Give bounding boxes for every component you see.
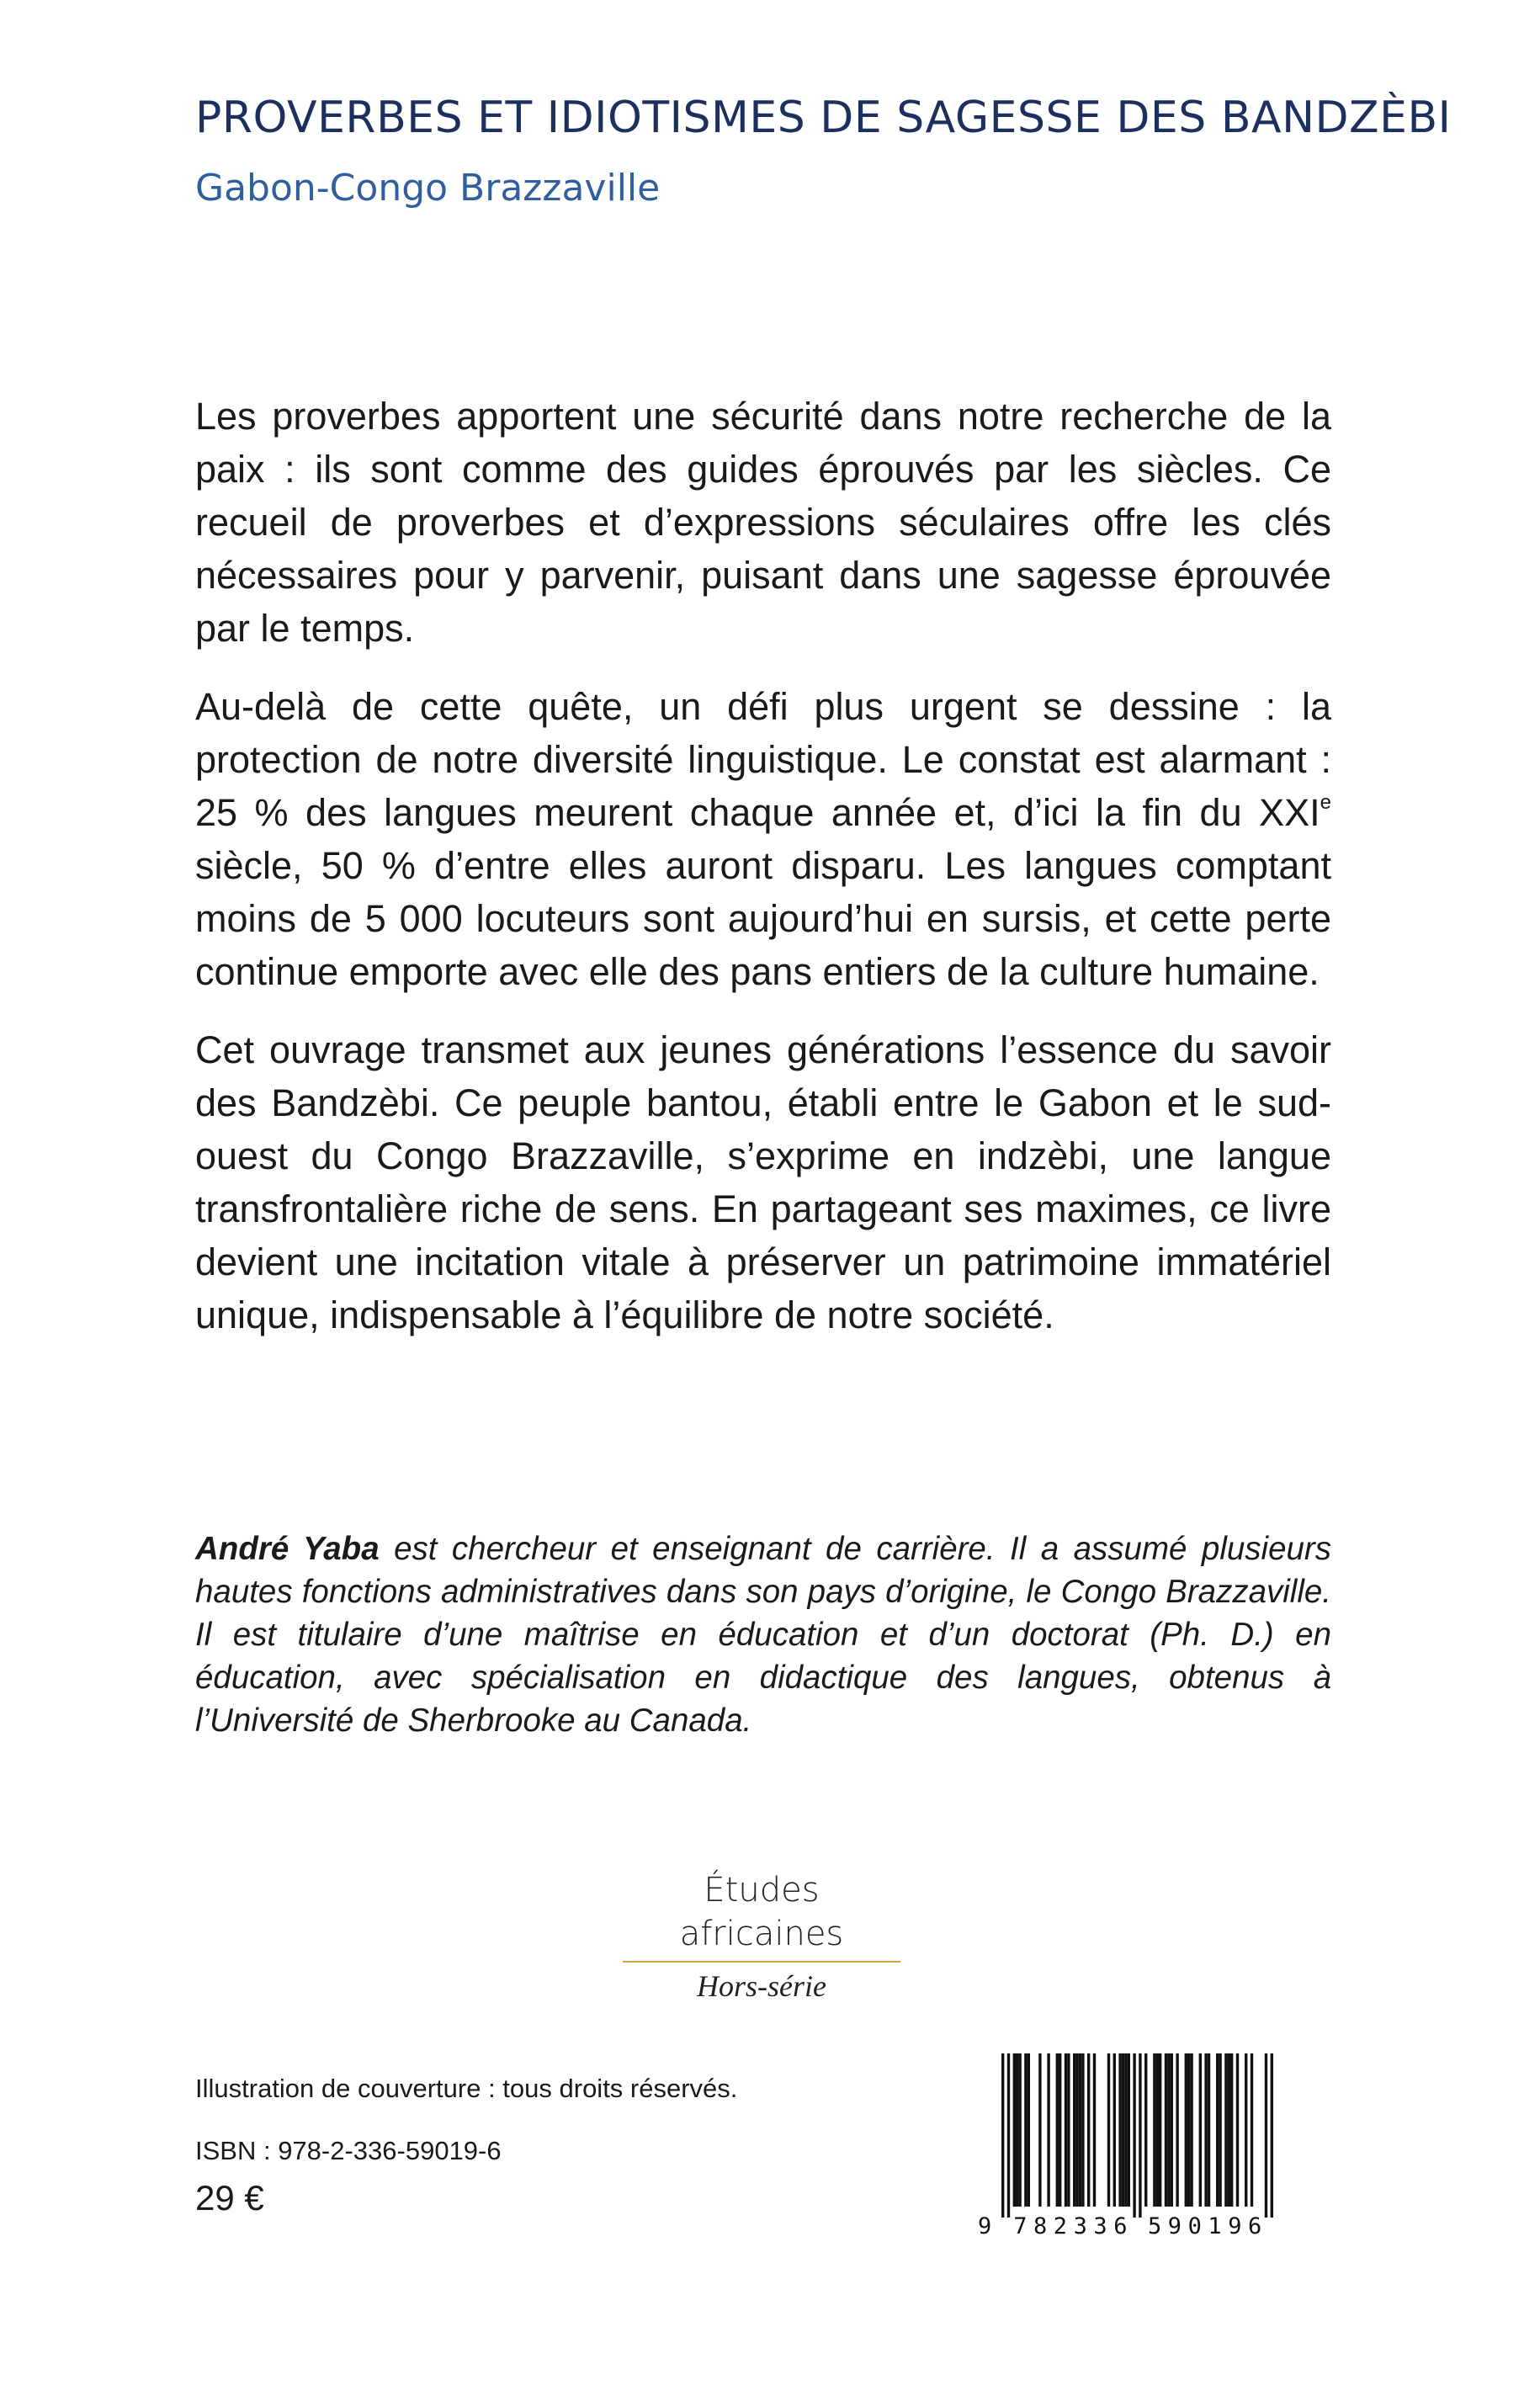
barcode-bar [1073, 2053, 1075, 2207]
barcode-bar [1236, 2053, 1239, 2207]
collection-series: Hors-série [697, 1969, 826, 2003]
barcode-digit: 0 [1187, 2213, 1202, 2239]
barcode-bar [1144, 2053, 1147, 2207]
barcode-bar [1245, 2053, 1247, 2207]
barcode-digit: 2 [1053, 2213, 1068, 2239]
barcode-bar [1228, 2053, 1230, 2207]
barcode-bar [1128, 2053, 1130, 2207]
barcode-digit: 6 [1248, 2213, 1262, 2239]
barcode-bar [1153, 2053, 1155, 2207]
barcode-bar [1216, 2053, 1219, 2207]
barcode-bar [1133, 2053, 1135, 2218]
barcode-bar [1190, 2053, 1192, 2207]
barcode-bar [1079, 2053, 1081, 2207]
author-bio-text: est chercheur et enseignant de carrière. Il a assumé plusieurs hautes fonctions administratives dans son pays d’origine, le Congo Brazzaville. Il est titulaire d’une maîtrise en éducation et d’un doctorat (Ph. D.) en éducation, avec spécialisation en didactique des langues, obtenus à l’Université de Sherbrooke au Canada. [195, 1531, 1331, 1739]
barcode-digit: 9 [1228, 2213, 1242, 2239]
barcode-digit: 9 [1167, 2213, 1182, 2239]
barcode-bar [1018, 2053, 1021, 2207]
barcode-bar [1265, 2053, 1267, 2218]
isbn-barcode [974, 2053, 1299, 2239]
barcode-bar [1156, 2053, 1159, 2207]
barcode-bar [1165, 2053, 1167, 2207]
barcode-bar [1224, 2053, 1227, 2207]
barcode-bar [1124, 2053, 1127, 2207]
barcode-bar [1013, 2053, 1016, 2207]
barcode-bar [1118, 2053, 1121, 2207]
barcode-bar [1219, 2053, 1221, 2207]
back-cover-blurb [195, 390, 1331, 1367]
barcode-digit: 8 [1033, 2213, 1048, 2239]
barcode-bar [1122, 2053, 1124, 2207]
author-bio [195, 1527, 1331, 1742]
barcode-bar [1167, 2053, 1170, 2207]
barcode-bar [1185, 2053, 1187, 2207]
barcode-bar [1171, 2053, 1173, 2207]
barcode-digit: 6 [1113, 2213, 1128, 2239]
blurb-paragraph-2 [195, 680, 1331, 998]
barcode-digit: 5 [1148, 2213, 1162, 2239]
collection-logo [623, 1868, 900, 2006]
barcode-bar [1107, 2053, 1110, 2207]
barcode-bar [1056, 2053, 1059, 2207]
barcode-bar [1075, 2053, 1078, 2207]
barcode-bar [1065, 2053, 1067, 2207]
barcode-bar [1208, 2053, 1210, 2207]
barcode-bar [1047, 2053, 1049, 2207]
barcode-bar [1087, 2053, 1090, 2207]
blurb-paragraph-2-part-2: siècle, 50 % d’entre elles auront disparu. Les langues comptant moins de 5 000 locuteurs sont aujourd’hui en sursis, et cette perte continue emporte avec elle des pans entiers de la culture humaine. [195, 844, 1331, 993]
author-name: André Yaba [195, 1531, 380, 1567]
barcode-bar [1230, 2053, 1233, 2207]
book-title: PROVERBES ET IDIOTISMES DE SAGESSE DES BANDZÈBI [195, 93, 1452, 143]
barcode-bar [1187, 2053, 1190, 2207]
price: 29 € [195, 2178, 264, 2218]
book-subtitle: Gabon-Congo Brazzaville [195, 167, 661, 210]
blurb-paragraph-2-part-1: Au-delà de cette quête, un défi plus urgent se dessine : la protection de notre diversité linguistique. Le constat est alarmant : 25 % des langues meurent chaque année et, d’ici la fin du XXI [195, 685, 1331, 834]
collection-name: Études africaines [623, 1868, 900, 1963]
blurb-paragraph-3: Cet ouvrage transmet aux jeunes générations l’essence du savoir des Bandzèbi. Ce peuple bantou, établi entre le Gabon et le sud-ouest du Congo Brazzaville, s’exprime en indzèbi, une langue transfrontalière riche de sens. En partageant ses maximes, ce livre devient une incitation vitale à préserver un patrimoine immatériel unique, indispensable à l’équilibre de notre société. [195, 1028, 1331, 1336]
barcode-bar [1159, 2053, 1161, 2207]
barcode-bar [1016, 2053, 1018, 2207]
barcode-bar [1028, 2053, 1030, 2207]
barcode-bar [1007, 2053, 1010, 2218]
barcode-bar [1271, 2053, 1273, 2218]
isbn: ISBN : 978-2-336-59019-6 [195, 2136, 502, 2165]
barcode-bar [1024, 2053, 1027, 2207]
barcode-digit: 3 [1093, 2213, 1107, 2239]
century-superscript: e [1320, 791, 1331, 814]
barcode-bar [1038, 2053, 1041, 2207]
barcode-digit: 9 [978, 2213, 992, 2239]
barcode-bar [1001, 2053, 1004, 2218]
barcode-bar [1204, 2053, 1207, 2207]
barcode-bar [1199, 2053, 1202, 2207]
blurb-paragraph-1: Les proverbes apportent une sécurité dans notre recherche de la paix : ils sont comme des guides éprouvés par les siècles. Ce recueil de proverbes et d’expressions séculaires offre les clés nécessaires pour y parvenir, puisant dans une sagesse éprouvée par le temps. [195, 395, 1331, 650]
barcode-digit: 1 [1208, 2213, 1222, 2239]
barcode-bar [1113, 2053, 1116, 2207]
barcode-bar [1139, 2053, 1141, 2218]
barcode-bar [1081, 2053, 1084, 2207]
barcode-bar [1059, 2053, 1061, 2207]
cover-credits: Illustration de couverture : tous droits réservés. [195, 2074, 738, 2103]
barcode-digit: 3 [1073, 2213, 1087, 2239]
barcode-bar [1176, 2053, 1178, 2207]
barcode-bars [974, 2053, 1299, 2218]
barcode-digit: 7 [1013, 2213, 1028, 2239]
barcode-bar [1067, 2053, 1070, 2207]
barcode-bar [1251, 2053, 1253, 2207]
barcode-bar [1093, 2053, 1096, 2207]
